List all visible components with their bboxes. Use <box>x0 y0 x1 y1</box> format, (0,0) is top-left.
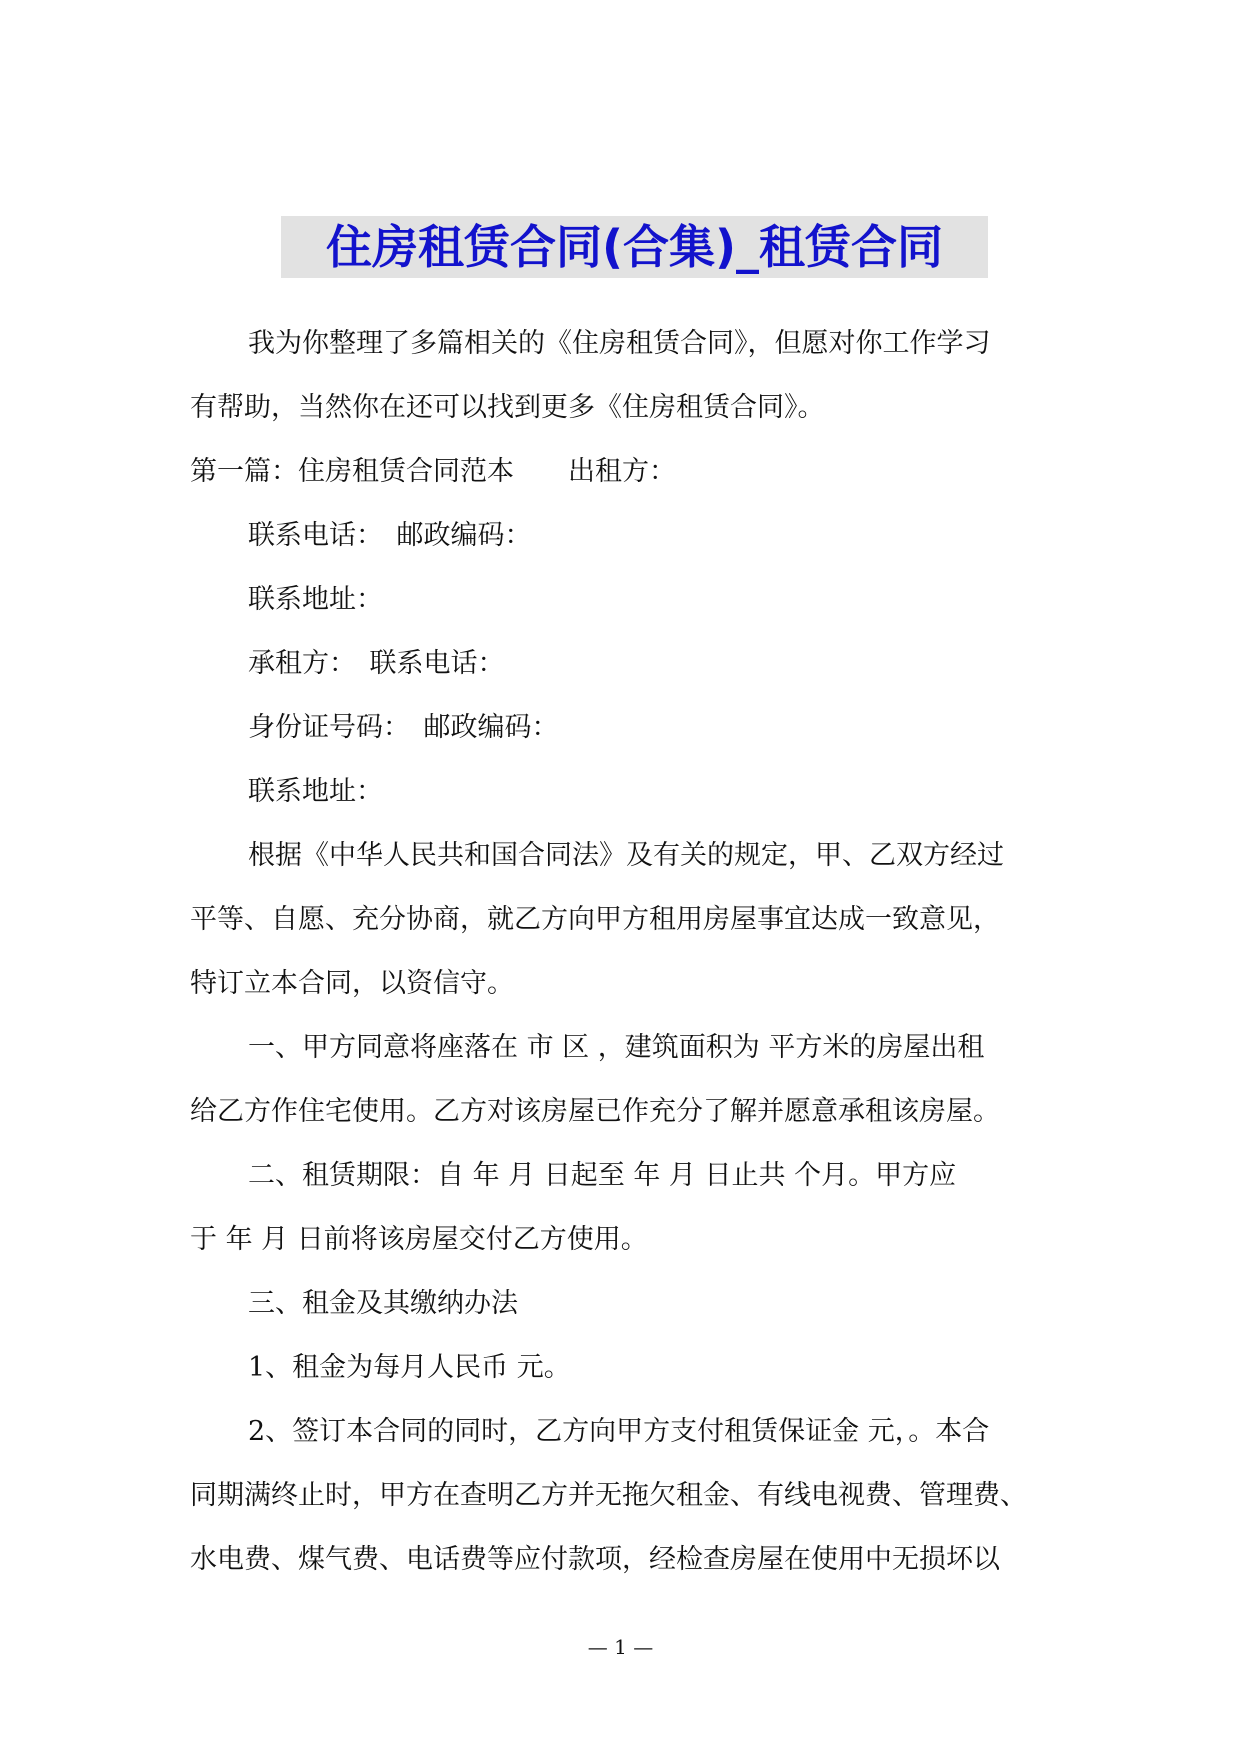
clause-heading: 三、租金及其缴纳办法 <box>248 1288 518 1319</box>
contact-line: 联系地址： <box>248 584 383 615</box>
section-heading-line: 第一篇：住房租赁合同范本 出租方： <box>190 456 676 487</box>
contact-line: 联系地址： <box>248 776 383 807</box>
clause-item: 1、租金为每月人民币 元。 <box>248 1352 571 1383</box>
clause-item: 同期满终止时，甲方在查明乙方并无拖欠租金、有线电视费、管理费、 <box>190 1480 1027 1511</box>
clause-item: 2、签订本合同的同时，乙方向甲方支付租赁保证金 元，。本合 <box>248 1416 990 1447</box>
document-title: 住房租赁合同(合集)_租赁合同 <box>325 220 944 274</box>
contact-line: 联系电话： 邮政编码： <box>248 520 532 551</box>
clause-line: 给乙方作住宅使用。乙方对该房屋已作充分了解并愿意承租该房屋。 <box>190 1096 1000 1127</box>
paragraph-line: 特订立本合同，以资信守。 <box>190 968 514 999</box>
clause-line: 一、甲方同意将座落在 市 区 ，建筑面积为 平方米的房屋出租 <box>248 1032 985 1063</box>
paragraph-line: 根据《中华人民共和国合同法》及有关的规定，甲、乙双方经过 <box>248 840 1004 871</box>
contact-line: 承租方： 联系电话： <box>248 648 505 679</box>
contact-line: 身份证号码： 邮政编码： <box>248 712 559 743</box>
paragraph-line: 有帮助，当然你在还可以找到更多《住房租赁合同》。 <box>190 392 825 423</box>
clause-item: 水电费、煤气费、电话费等应付款项，经检查房屋在使用中无损坏以 <box>190 1544 1000 1575</box>
clause-line: 二、租赁期限：自 年 月 日起至 年 月 日止共 个月。甲方应 <box>248 1160 957 1191</box>
page-number: — 1 — <box>587 1635 654 1659</box>
title-highlight <box>281 216 988 278</box>
clause-line: 于 年 月 日前将该房屋交付乙方使用。 <box>190 1224 648 1255</box>
paragraph-line: 我为你整理了多篇相关的《住房租赁合同》，但愿对你工作学习 <box>248 328 991 359</box>
paragraph-line: 平等、自愿、充分协商，就乙方向甲方租用房屋事宜达成一致意见， <box>190 904 1000 935</box>
